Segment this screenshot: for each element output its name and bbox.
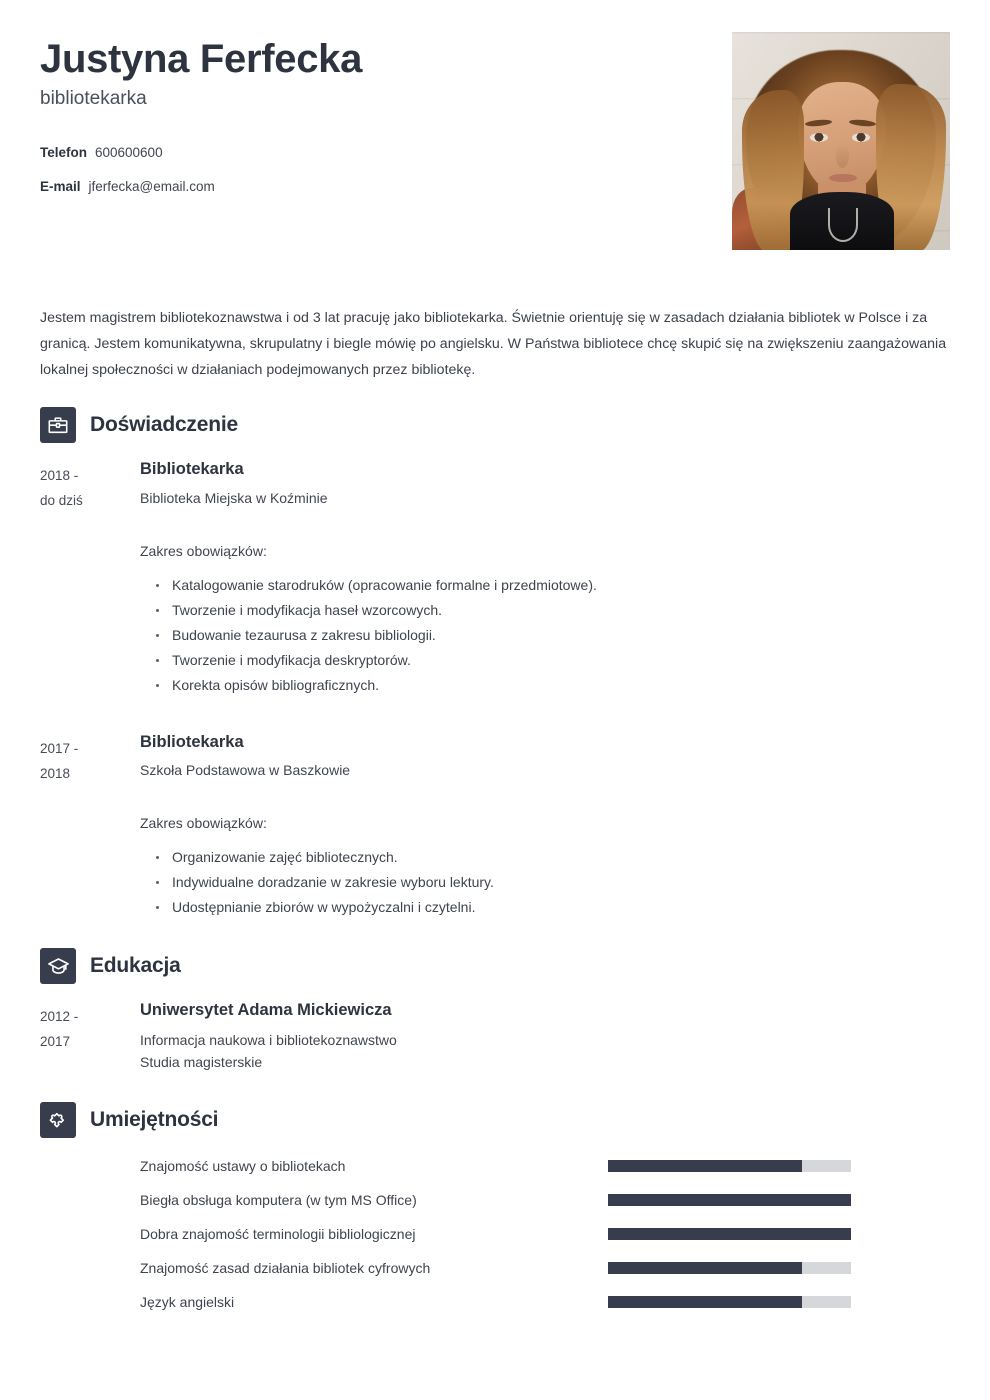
skill-level-fill [608,1194,851,1206]
entry-dates [40,459,140,698]
photo-eye-left [810,133,828,142]
entry-body [140,459,950,698]
entry-role: Bibliotekarka [140,732,244,751]
contact-phone-label: Telefon [40,144,87,160]
section-header-skills [40,1102,950,1138]
entry-date-start: 2012 - [40,1009,79,1025]
section-experience [40,407,950,920]
entry-date-end: 2018 [40,765,71,781]
entry-date-end: 2017 [40,1034,71,1050]
education-school: Uniwersytet Adama Mickiewicza [140,1001,392,1020]
contact-email-value[interactable]: jferfecka@email.com [88,178,215,194]
skill-row [40,1290,950,1314]
skills-list [40,1154,950,1314]
photo-nose [836,144,849,168]
puzzle-piece-icon [40,1102,76,1138]
profile-summary: Jestem magistrem bibliotekoznawstwa i od 3 lat pracuję jako bibliotekarka. Świetnie orientuję się w zasadach działania bibliotek w Polsce i za granicą. Jestem komunikatywna, skrupulatny i biegle mówię po angielsku. W Państwa bibliotece chcę skupić się na zwiększeniu zaangażowania lokalnej społeczności w działaniach podejmowanych przez bibliotekę. [40,310,947,378]
header-text-block [40,32,362,195]
experience-entry [40,459,950,698]
list-item: Udostępnianie zbiorów w wypożyczalni i czytelni. [156,895,950,920]
list-item: Korekta opisów bibliograficznych. [156,673,950,698]
contact-phone [40,145,362,161]
list-item: Budowanie tezaurusa z zakresu bibliologii. [156,623,950,648]
entry-body [140,1000,950,1073]
education-degree: Studia magisterskie [140,1054,263,1071]
skill-level-bar [608,1194,851,1206]
section-title-education: Edukacja [90,954,181,978]
contact-email-label: E-mail [40,178,81,194]
graduation-cap-icon [40,948,76,984]
list-item: Tworzenie i modyfikacja haseł wzorcowych. [156,598,950,623]
briefcase-icon [40,407,76,443]
skill-row [40,1256,950,1280]
skill-level-fill [608,1262,802,1274]
list-item: Indywidualne doradzanie w zakresie wyboru lektury. [156,870,950,895]
skill-level-fill [608,1296,802,1308]
experience-entry [40,732,950,921]
section-title-experience: Doświadczenie [90,413,238,436]
skill-level-bar [608,1160,851,1172]
entry-dates [40,732,140,921]
entry-dates [40,1000,140,1073]
entry-role: Bibliotekarka [140,460,244,478]
duties-label: Zakres obowiązków: [140,542,267,559]
photo-mouth [829,174,857,182]
entry-organization: Szkoła Podstawowa w Baszkowie [140,762,351,779]
education-field: Informacja naukowa i bibliotekoznawstwo [140,1031,397,1048]
skill-row [40,1154,950,1178]
skill-label: Dobra znajomość terminologii bibliologicznej [140,1225,416,1242]
photo-eye-right [852,133,870,142]
cv-header [40,0,950,250]
entry-organization: Biblioteka Miejska w Koźminie [140,489,328,506]
duties-list [140,573,950,698]
entry-date-start: 2018 - [40,468,79,483]
skill-label: Znajomość ustawy o bibliotekach [140,1157,346,1174]
entry-date-end: do dziś [40,493,83,508]
skill-level-bar [608,1296,851,1308]
section-header-experience [40,407,950,443]
skill-level-bar [608,1262,851,1274]
contact-email [40,179,362,195]
duties-label: Zakres obowiązków: [140,815,267,832]
job-title: bibliotekarka [40,88,147,109]
section-header-education [40,948,950,984]
page-title: Justyna Ferfecka [40,37,363,81]
skill-label: Biegła obsługa komputera (w tym MS Office) [140,1191,417,1208]
portrait-photo [732,32,950,250]
entry-body [140,732,950,921]
photo-necklace [828,208,858,242]
entry-date-start: 2017 - [40,740,79,756]
section-education [40,948,950,1073]
skill-level-fill [608,1228,851,1240]
avatar [732,32,950,250]
section-title-skills: Umiejętności [90,1107,219,1131]
skill-level-bar [608,1228,851,1240]
list-item: Katalogowanie starodruków (opracowanie formalne i przedmiotowe). [156,573,950,598]
skill-row [40,1188,950,1212]
skill-label: Język angielski [140,1293,235,1310]
list-item: Tworzenie i modyfikacja deskryptorów. [156,648,950,673]
list-item: Organizowanie zajęć bibliotecznych. [156,845,950,870]
duties-list [140,845,950,920]
contact-phone-value[interactable]: 600600600 [95,144,163,160]
skill-label: Znajomość zasad działania bibliotek cyfrowych [140,1259,431,1276]
education-entry [40,1000,950,1073]
skill-row [40,1222,950,1246]
section-skills [40,1102,950,1314]
skill-level-fill [608,1160,802,1172]
